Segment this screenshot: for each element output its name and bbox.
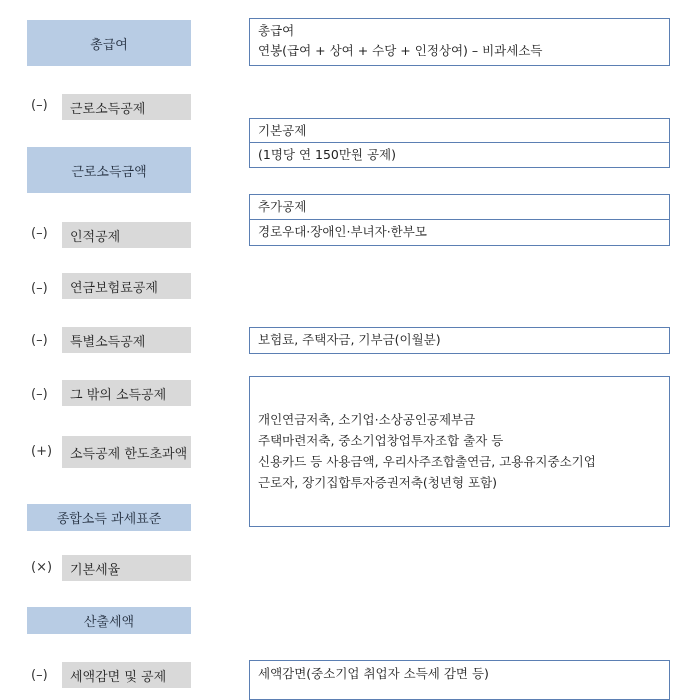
special-income-deduction-label: 특별소득공제 <box>70 334 146 350</box>
deduction-limit-excess-box <box>62 436 191 468</box>
plus-sign: (+) <box>31 444 53 459</box>
other-income-deduction-box <box>62 380 191 406</box>
special-income-deduction-box <box>62 327 191 353</box>
basic-deduction-note <box>249 118 670 168</box>
minus-sign: (–) <box>31 333 48 348</box>
personal-deduction-box <box>62 222 191 248</box>
note-line: 근로자, 장기집합투자증권저축(청년형 포함) <box>258 475 498 490</box>
note-line: 주택마련저축, 중소기업창업투자조합 출자 등 <box>258 433 504 448</box>
other-income-deduction-label: 그 밖의 소득공제 <box>70 387 167 403</box>
other-deduction-note <box>249 376 670 527</box>
earned-income-amount-label: 근로소득금액 <box>71 164 147 180</box>
minus-sign: (–) <box>31 668 48 683</box>
tax-credit-box <box>62 662 191 688</box>
calculated-tax-label: 산출세액 <box>83 615 135 630</box>
deduction-limit-excess-label: 소득공제 한도초과액 <box>70 446 188 462</box>
note-line: 연봉(급여 + 상여 + 수당 + 인정상여) – 비과세소득 <box>258 43 543 58</box>
taxable-base-box <box>27 504 191 531</box>
note-line: 신용카드 등 사용금액, 우리사주조합출연금, 고용유지중소기업 <box>258 454 596 469</box>
earned-income-deduction-box <box>62 94 191 120</box>
times-sign: (×) <box>31 560 53 575</box>
tax-credit-label: 세액감면 및 공제 <box>70 669 167 685</box>
note-line: 보험료, 주택자금, 기부금(이월분) <box>258 332 441 347</box>
personal-deduction-label: 인적공제 <box>70 229 121 245</box>
minus-sign: (–) <box>31 98 48 113</box>
earned-income-deduction-label: 근로소득공제 <box>70 101 146 117</box>
basic-tax-rate-label: 기본세율 <box>70 562 121 578</box>
note-line: 총급여 <box>258 23 295 38</box>
note-line: 기본공제 <box>258 123 307 138</box>
gross-pay-label: 총급여 <box>90 37 128 53</box>
minus-sign: (–) <box>31 281 48 296</box>
basic-tax-rate-box <box>62 555 191 581</box>
earned-income-amount-box <box>27 147 191 193</box>
gross-pay-note <box>249 18 670 66</box>
note-line: 개인연금저축, 소기업·소상공인공제부금 <box>258 412 476 427</box>
note-line: 추가공제 <box>258 199 307 214</box>
calculated-tax-box <box>27 607 191 634</box>
taxable-base-label: 종합소득 과세표준 <box>56 512 162 527</box>
note-line: (1명당 연 150만원 공제) <box>250 142 669 166</box>
minus-sign: (–) <box>31 387 48 402</box>
note-line: 경로우대·장애인·부녀자·한부모 <box>250 219 669 244</box>
gross-pay-box <box>27 20 191 66</box>
special-deduction-note <box>249 327 670 354</box>
pension-insurance-deduction-label: 연금보험료공제 <box>70 280 158 296</box>
tax-credit-note <box>249 660 670 700</box>
minus-sign: (–) <box>31 226 48 241</box>
additional-deduction-note <box>249 194 670 246</box>
pension-insurance-deduction-box <box>62 273 191 299</box>
note-line: 세액감면(중소기업 취업자 소득세 감면 등) <box>258 666 489 681</box>
